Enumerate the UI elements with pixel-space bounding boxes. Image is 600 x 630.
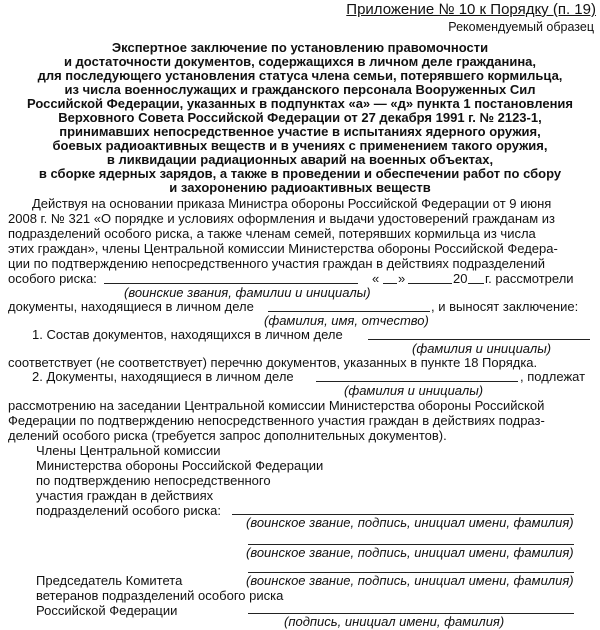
title-line: Экспертное заключение по установлению правомочности bbox=[111, 40, 489, 55]
chairman-label-line: ветеранов подразделений особого риска bbox=[36, 588, 284, 603]
members-names-field[interactable] bbox=[104, 283, 358, 284]
appendix-heading: Приложение № 10 к Порядку (п. 19) bbox=[346, 1, 596, 18]
member-signature-caption: (воинское звание, подпись, инициал имени, фамилия) bbox=[246, 545, 574, 560]
date-year-field[interactable] bbox=[468, 283, 484, 284]
member-signature-caption: (воинское звание, подпись, инициал имени, фамилия) bbox=[246, 515, 574, 530]
title-line: боевых радиоактивных веществ и в учениях с применением такого оружия, bbox=[52, 138, 548, 153]
ranks-caption: (воинские звания, фамилии и инициалы) bbox=[124, 285, 371, 300]
title-line: для последующего установления статуса члена семьи, потерявшего кормильца, bbox=[37, 68, 563, 83]
members-label-line: по подтверждению непосредственного bbox=[36, 473, 271, 488]
date-quote-close: » bbox=[398, 271, 406, 286]
risk-line-lead: особого риска: bbox=[8, 271, 97, 286]
risk-line-tail: г. рассмотрели bbox=[485, 271, 574, 286]
item2-tail: , подлежат bbox=[520, 369, 586, 384]
chairman-signature-caption: (подпись, инициал имени, фамилия) bbox=[284, 614, 505, 629]
chairman-label-line: Председатель Комитета bbox=[36, 573, 183, 588]
item2-lead: 2. Документы, находящиеся в личном деле bbox=[32, 369, 294, 384]
title-line: и достаточности документов, содержащихся в личном деле гражданина, bbox=[63, 54, 537, 69]
docs-line-lead: документы, находящиеся в личном деле bbox=[8, 299, 254, 314]
intro-line: этих граждан», члены Центральной комиссии Министерства обороны Российской Федера- bbox=[8, 241, 558, 256]
title-line: в сборке ядерных зарядов, а также в проведении и обеспечении работ по сбору bbox=[38, 166, 562, 181]
title-line: Верховного Совета Российской Федерации от 27 декабря 1991 г. № 2123-1, bbox=[58, 110, 542, 125]
item1-result: соответствует (не соответствует) перечню документов, указанных в пункте 18 Порядка. bbox=[8, 355, 538, 370]
item1-name-field[interactable] bbox=[368, 339, 590, 340]
date-year-prefix: 20 bbox=[453, 271, 468, 286]
date-day-field[interactable] bbox=[383, 283, 397, 284]
members-label-line: участия граждан в действиях bbox=[36, 488, 214, 503]
member-signature-caption: (воинское звание, подпись, инициал имени, фамилия) bbox=[246, 573, 574, 588]
item2-text-line: Федерации по подтверждению непосредственного участия граждан в действиях подраз- bbox=[8, 413, 545, 428]
fio-caption: (фамилия, имя, отчество) bbox=[264, 313, 429, 328]
title-line: и захоронению радиоактивных веществ bbox=[169, 180, 431, 195]
item2-caption: (фамилия и инициалы) bbox=[344, 383, 484, 398]
title-line: из числа военнослужащих и гражданского персонала Вооруженных Сил bbox=[64, 82, 536, 97]
item2-text-line: делений особого риска (требуется запрос дополнительных документов). bbox=[8, 428, 447, 443]
item1-caption: (фамилия и инициалы) bbox=[412, 341, 552, 356]
date-month-field[interactable] bbox=[408, 283, 452, 284]
members-label-line: Члены Центральной комиссии bbox=[36, 443, 221, 458]
item1-lead: 1. Состав документов, находящихся в личном деле bbox=[32, 327, 343, 342]
intro-line: Действуя на основании приказа Министра обороны Российской Федерации от 9 июня bbox=[32, 196, 552, 211]
intro-line: 2008 г. № 321 «О порядке и условиях оформления и выдачи удостоверений гражданам из bbox=[8, 211, 555, 226]
members-label-line: Министерства обороны Российской Федерации bbox=[36, 458, 324, 473]
chairman-label-line: Российской Федерации bbox=[36, 603, 178, 618]
date-quote-open: « bbox=[372, 271, 380, 286]
title-line: принимавших непосредственное участие в испытаниях ядерного оружия, bbox=[59, 124, 541, 139]
item2-text-line: рассмотрению на заседании Центральной комиссии Министерства обороны Российской bbox=[8, 398, 545, 413]
intro-line: подразделений особого риска, а также членам семей, потерявших кормильца из числа bbox=[8, 226, 536, 241]
item2-name-field[interactable] bbox=[316, 381, 518, 382]
intro-line: ции по подтверждению непосредственного участия граждан в действиях подразделений bbox=[8, 256, 545, 271]
title-line: в ликвидации радиационных аварий на военных объектах, bbox=[106, 152, 494, 167]
docs-line-tail: , и выносят заключение: bbox=[431, 299, 579, 314]
personal-file-name-field[interactable] bbox=[268, 311, 430, 312]
members-label-line: подразделений особого риска: bbox=[36, 503, 221, 518]
title-line: Российской Федерации, указанных в подпунктах «а» — «д» пункта 1 постановления bbox=[26, 96, 574, 111]
recommended-sample-label: Рекомендуемый образец bbox=[448, 20, 594, 34]
